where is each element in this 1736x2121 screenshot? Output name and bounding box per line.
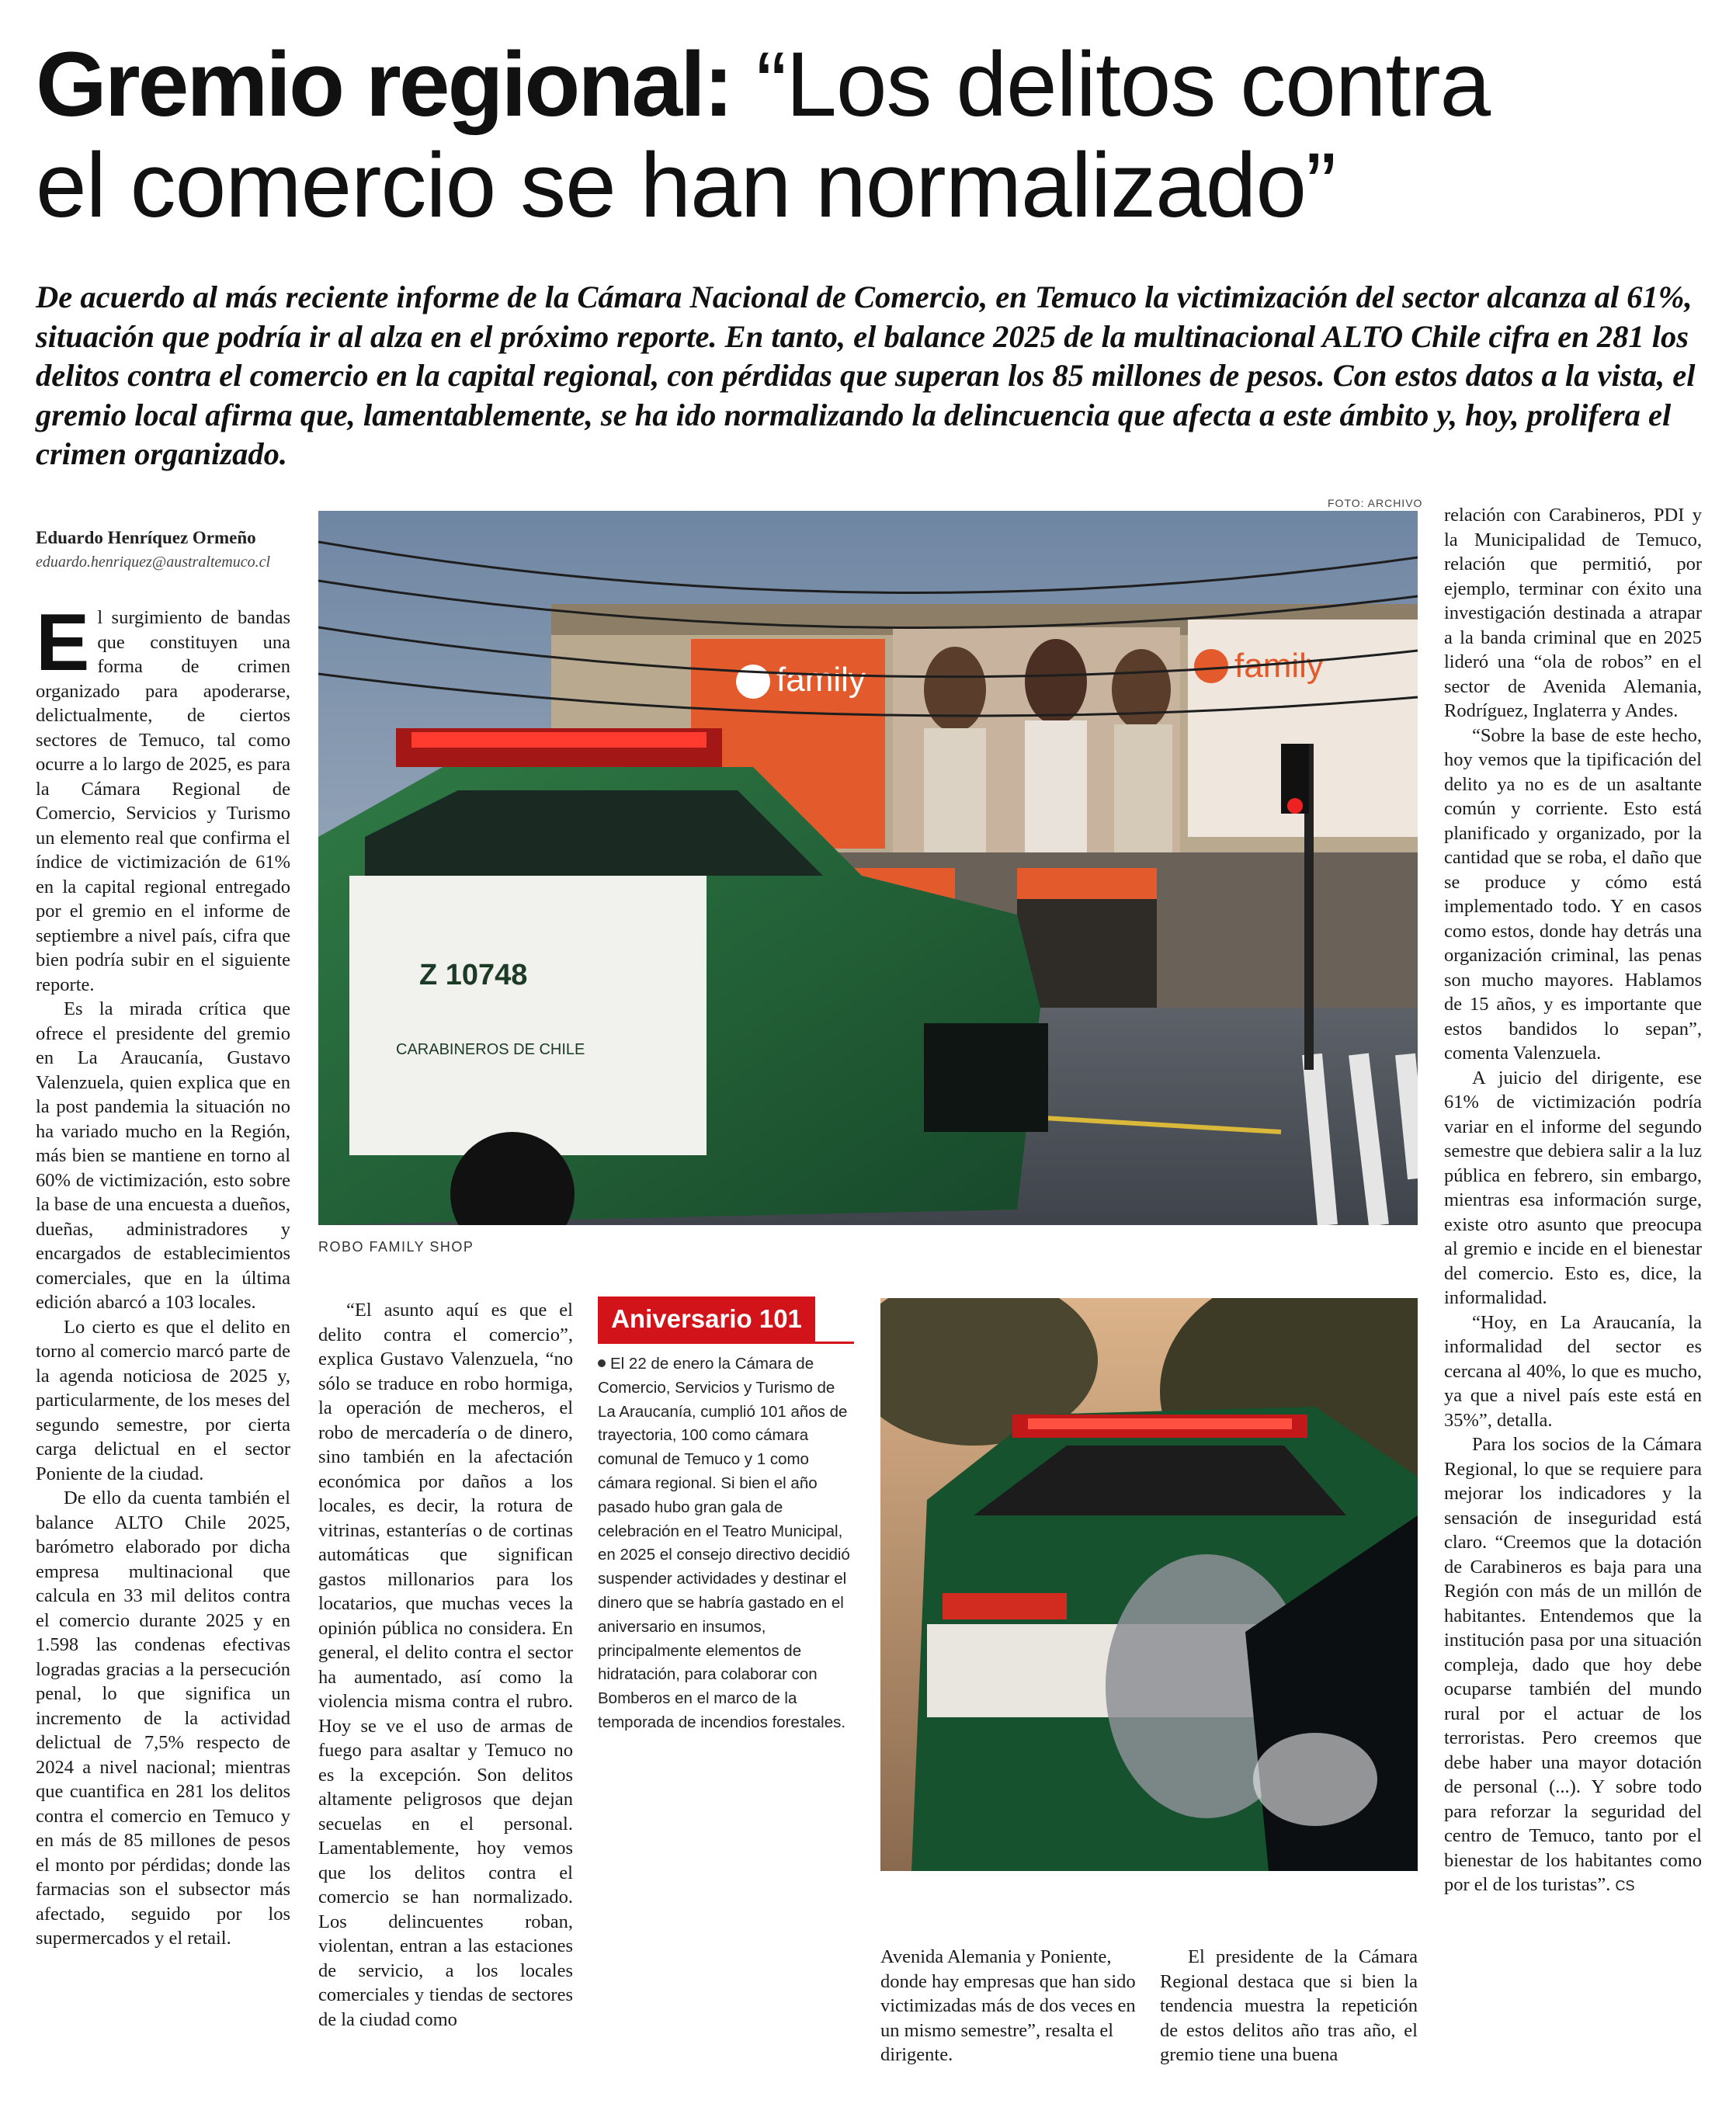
column-5 [1444, 503, 1702, 1899]
second-photo [880, 1298, 1418, 1871]
billboard-text-1: family [776, 661, 866, 699]
col5-p3: A juicio del dirigente, ese 61% de victimización podría variar en el informe del segundo semestre que debiera salir a la luz pública en febrero, sin embargo, mientras esa información surge, existe otro asunto que preocupa al gremio e incide en el bienestar del comercio. Esto es, dice, la informalidad. [1444, 1067, 1702, 1308]
col5-p5: Para los socios de la Cámara Regional, lo que se requiere para mejorar los indicadores y la sensación de inseguridad está claro. “Creemos que la dotación de Carabineros es baja para una Región con más de un millón de habitantes. Entendemos que la institución pasa por una situación compleja, dado que hoy debe ocuparse también del mundo rural por el actuar de los terroristas. Pero creemos que debe haber una mayor dotación de personal (...). Y sobre todo para reforzar la seguridad del centro de Temuco, tanto por el bienestar de los habitantes como por el de los turistas”. [1444, 1434, 1702, 1895]
column-1 [36, 598, 290, 1951]
byline-name: Eduardo Henríquez Ormeño [36, 528, 256, 547]
end-mark: CS [1615, 1878, 1635, 1894]
dropcap: E [36, 598, 90, 688]
column-3-bottom [880, 1945, 1138, 2067]
box-rule [598, 1342, 854, 1344]
headline-line2: el comercio se han normalizado” [36, 134, 1336, 237]
headline-bold: Gremio regional: [36, 33, 732, 136]
headline-line1: “Los delitos contra [755, 33, 1491, 136]
photo-credit: FOTO: ARCHIVO [1328, 497, 1423, 509]
main-photo-caption: ROBO FAMILY SHOP [318, 1239, 474, 1255]
bullet-icon [598, 1359, 606, 1367]
box-text [598, 1352, 854, 1735]
col5-p1: relación con Carabineros, PDI y la Municipalidad de Temuco, relación que permitió, por ejemplo, terminar con éxito una investigación destinada a atrapar a la banda criminal que en 2025 lideró una “ola de robos” en el sector de Avenida Alemania, Rodríguez, Inglaterra y Andes. [1444, 505, 1702, 721]
col1-p2: Es la mirada crítica que ofrece el presidente del gremio en La Araucanía, Gustavo Valenzuela, quien explica que en la post pandemia la situación no ha variado mucho en la Región, más bien se mantiene en torno al 60% de victimización, esto sobre la base de una encuesta a dueños, dueñas, administradores y encargados de establecimientos comerciales, que en la última edición abarcó a 103 locales. [36, 998, 290, 1313]
main-photo [318, 511, 1418, 1225]
col4-bottom-text: El presidente de la Cámara Regional destaca que si bien la tendencia muestra la repetición de estos delitos año tras año, el gremio tiene una buena [1160, 1946, 1418, 2065]
deck: De acuerdo al más reciente informe de la Cámara Nacional de Comercio, en Temuco la victimización del sector alcanza al 61%, situación que podría ir al alza en el próximo reporte. En tanto, el balance 2025 de la multinacional ALTO Chile cifra en 281 los delitos contra el comercio en la capital regional, con pérdidas que superan los 85 millones de pesos. Con estos datos a la vista, el gremio local afirma que, lamentablemente, se ha ido normalizando la delincuencia que afecta a este ámbito y, hoy, prolifera el crimen organizado. [36, 279, 1696, 471]
col5-p2: “Sobre la base de este hecho, hoy vemos que la tipificación del delito ya no es de un asaltante común y corriente. Esto está planificado y organizado, por la cantidad que se roba, el daño que se produce y cómo está implementado todo. Y en casos como estos, donde hay detrás una organización criminal, las penas son mucho mayores. Hablamos de 15 años, y es importante que estos bandidos lo sepan”, comenta Valenzuela. [1444, 724, 1702, 1064]
col1-p3: Lo cierto es que el delito en torno al comercio marcó parte de la agenda noticiosa de 2025 y, particularmente, de los meses del segundo semestre, por cierta carga delictual en el sector Poniente de la ciudad. [36, 1316, 290, 1484]
billboard-text-2: family [1234, 647, 1324, 685]
box-title: Aniversario 101 [598, 1297, 815, 1342]
box-body: El 22 de enero la Cámara de Comercio, Servicios y Turismo de La Araucanía, cumplió 101 años de trayectoria, 100 como cámara comunal de Temuco y 1 como cámara regional. Si bien el año pasado hubo gran gala de celebración en el Teatro Municipal, en 2025 el consejo directivo decidió suspender actividades y destinar el dinero que se habría gastado en el aniversario en insumos, principalmente elementos de hidratación, para colaborar con Bomberos en el marco de la temporada de incendios forestales. [598, 1355, 850, 1731]
vehicle-number: Z 10748 [419, 959, 528, 991]
col3-bottom-text: Avenida Alemania y Poniente, donde hay empresas que han sido victimizadas más de dos veces en un mismo semestre”, resalta el dirigente. [880, 1946, 1136, 2065]
column-4-bottom [1160, 1945, 1418, 2067]
headline [36, 34, 1705, 236]
vehicle-text: CARABINEROS DE CHILE [396, 1041, 585, 1058]
col1-p1: l surgimiento de bandas que constituyen una forma de crimen organizado para apoderarse, delictualmente, de ciertos sectores de Temuco, tal como ocurre a lo largo de 2025, es para la Cámara Regional de Comercio, Servicios y Turismo un elemento real que confirma el índice de victimización de 61% en la capital regional entregado por el gremio en el informe de septiembre a nivel país, cifra que bien podría subir en el siguiente reporte. [36, 607, 290, 995]
byline-email[interactable]: eduardo.henriquez@australtemuco.cl [36, 554, 271, 571]
col2-p1: “El asunto aquí es que el delito contra el comercio”, explica Gustavo Valenzuela, “no sólo se traduce en robo hormiga, la operación de mecheros, el robo de mercadería o de dinero, sino también en la afectación económica por daños a los locales, es decir, la rotura de vitrinas, estanterías o de cortinas automáticas que significan gastos millonarios para los locatarios, que muchas veces la opinión pública no considera. En general, el delito contra el sector ha aumentado, así como la violencia misma contra el rubro. Hoy se ve el uso de armas de fuego para asaltar y Temuco no es la excepción. Son delitos altamente peligrosos que dejan secuelas en el personal. Lamentablemente, hoy vemos que los delitos contra el comercio se han normalizado. Los delincuentes roban, violentan, entran a las estaciones de servicio, a los locales comerciales y tiendas de sectores de la ciudad como [318, 1300, 573, 2030]
col1-p4: De ello da cuenta también el balance ALTO Chile 2025, barómetro elaborado por dicha empresa multinacional que calcula en 33 mil delitos contra el comercio durante 2025 y en 1.598 las condenas efectivas logradas gracias a la persecución penal, lo que significa un incremento de la actividad delictual de 7,5% respecto de 2024 a nivel nacional; mientras que cuantifica en 281 los delitos contra el comercio en Temuco y en más de 85 millones de pesos el monto por pérdidas; donde las farmacias son el subsector más afectado, seguido por los supermercados y el retail. [36, 1487, 290, 1949]
col5-p4: “Hoy, en La Araucanía, la informalidad del sector es cercana al 40%, lo que es mucho, ya que a nivel país este está en 35%”, detalla. [1444, 1311, 1702, 1431]
column-2 [318, 1298, 573, 2032]
